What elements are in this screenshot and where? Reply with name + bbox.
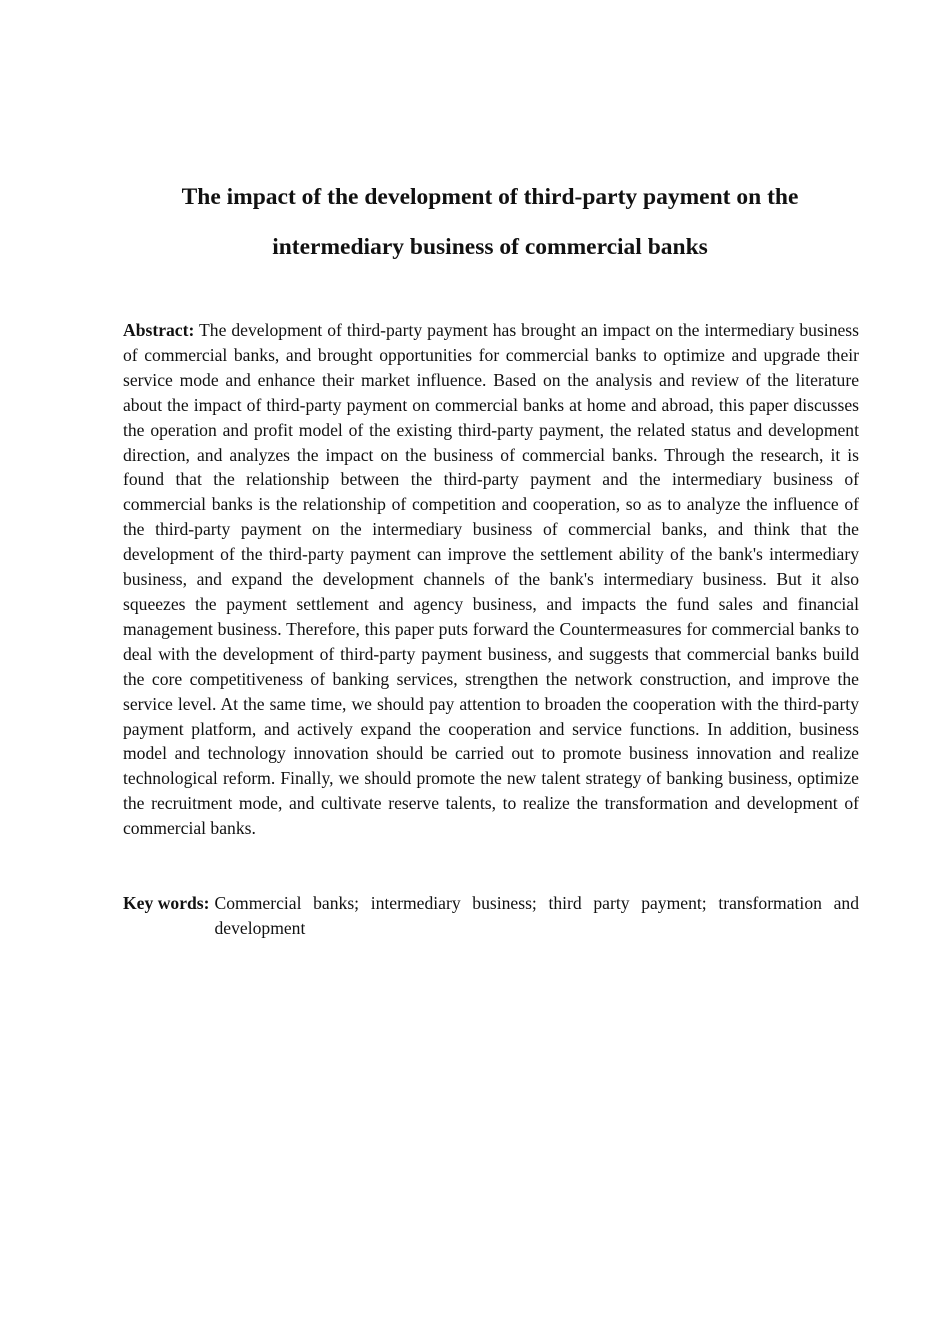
keywords-section — [123, 891, 859, 941]
abstract-label: Abstract: — [123, 320, 195, 340]
abstract-text: The development of third-party payment has brought an impact on the intermediary business of commercial banks, and brought opportunities for commercial banks to optimize and upgrade their service mode and enhance their market influence. Based on the analysis and review of the literature about the impact of third-party payment on commercial banks at home and abroad, this paper discusses the operation and profit model of the existing third-party payment, the related status and development direction, and analyzes the impact on the business of commercial banks. Through the research, it is found that the relationship between the third-party payment and the intermediary business of commercial banks is the relationship of competition and cooperation, so as to analyze the influence of the third-party payment on the intermediary business of commercial banks, and think that the development of the third-party payment can improve the settlement ability of the bank's intermediary business, and expand the development channels of the bank's intermediary business. But it also squeezes the payment settlement and agency business, and impacts the fund sales and financial management business. Therefore, this paper puts forward the Countermeasures for commercial banks to deal with the development of third-party payment business, and suggests that commercial banks build the core competitiveness of banking services, strengthen the network construction, and improve the service level. At the same time, we should pay attention to broaden the cooperation with the third-party payment platform, and actively expand the cooperation and service functions. In addition, business model and technology innovation should be carried out to promote business innovation and realize technological reform. Finally, we should promote the new talent strategy of banking business, optimize the recruitment mode, and cultivate reserve talents, to realize the transformation and development of commercial banks. — [123, 320, 859, 839]
abstract-paragraph — [123, 318, 859, 841]
paper-title — [140, 172, 840, 272]
title-line-2: intermediary business of commercial banks — [272, 234, 708, 260]
title-line-1: The impact of the development of third-party payment on the — [181, 184, 799, 210]
keywords-text: Commercial banks; intermediary business; third party payment; transformation and development — [214, 893, 859, 938]
keywords-label: Key words: — [123, 893, 210, 913]
